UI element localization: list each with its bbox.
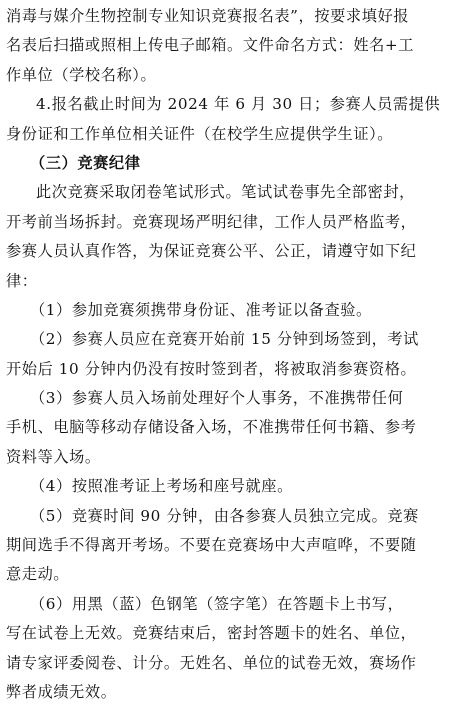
text-line: 手机、电脑等移动存储设备入场，不准携带任何书籍、参考 [6, 418, 417, 437]
text-line: 开始后 10 分钟内仍没有按时签到者，将被取消参赛资格。 [6, 359, 417, 378]
text-line: 弊者成绩无效。 [6, 682, 117, 701]
text-line: 写在试卷上无效。竞赛结束后，密封答题卡的姓名、单位， [6, 624, 417, 643]
text-line: 请专家评委阅卷、计分。无姓名、单位的试卷无效，赛场作 [6, 653, 417, 672]
text-line: 4.报名截止时间为 2024 年 6 月 30 日；参赛人员需提供 [36, 95, 441, 114]
text-line: 身份证和工作单位相关证件（在校学生应提供学生证）。 [6, 124, 394, 143]
text-line: 此次竞赛采取闭卷笔试形式。笔试试卷事先全部密封， [36, 183, 415, 202]
rule-item: （2）参赛人员应在竞赛开始前 15 分钟到场签到，考试 [30, 330, 419, 349]
rule-item: （1）参加竞赛须携带身份证、准考证以备查验。 [30, 300, 372, 319]
text-line: 名表后扫描或照相上传电子邮箱。文件命名方式：姓名+工 [6, 36, 415, 55]
text-line: 作单位（学校名称）。 [6, 65, 157, 84]
text-line: 意走动。 [6, 565, 70, 584]
text-line: 期间选手不得离开考场。不要在竞赛场中大声喧哗，不要随 [6, 536, 417, 555]
rule-item: （4）按照准考证上考场和座号就座。 [30, 477, 293, 496]
rule-item: （5）竞赛时间 90 分钟，由各参赛人员独立完成。竞赛 [30, 506, 419, 525]
text-line: 律： [6, 271, 38, 290]
document-page [6, 2, 458, 707]
text-line: 消毒与媒介生物控制专业知识竞赛报名表”，按要求填好报 [6, 7, 410, 25]
text-line: 开考前当场拆封。竞赛现场严明纪律，工作人员严格监考， [6, 212, 417, 231]
text-line: 参赛人员认真作答，为保证竞赛公平、公正，请遵守如下纪 [6, 242, 417, 261]
rule-item: （3）参赛人员入场前处理好个人事务，不准携带任何 [30, 389, 404, 408]
section-heading: （三）竞赛纪律 [30, 153, 141, 172]
rule-item: （6）用黑（蓝）色钢笔（签字笔）在答题卡上书写， [30, 594, 404, 613]
text-line: 资料等入场。 [6, 447, 101, 466]
